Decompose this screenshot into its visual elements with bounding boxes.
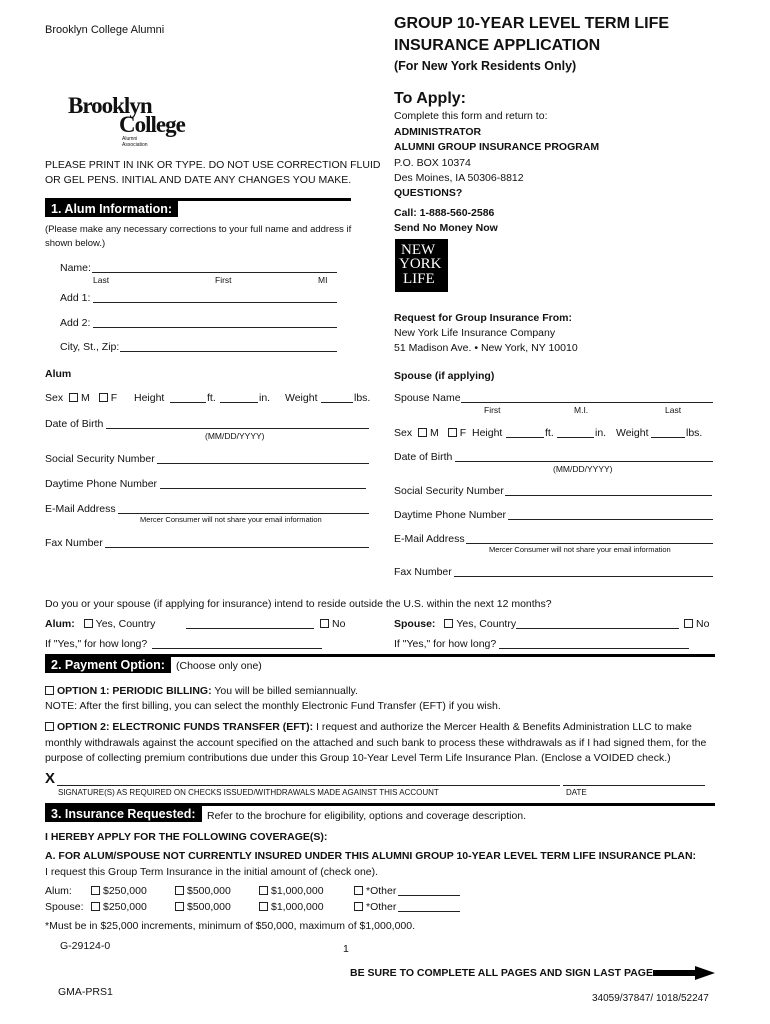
spouse-dob-format: (MM/DD/YYYY) [553, 464, 613, 474]
spouse-ssn-label: Social Security Number [394, 485, 504, 497]
spouse-phone-label: Daytime Phone Number [394, 509, 507, 521]
coverage-spouse-label: Spouse: [45, 901, 84, 913]
to-apply-line: P.O. BOX 10374 [394, 157, 471, 169]
spouse-how-long-field[interactable] [499, 638, 689, 649]
alum-country-field[interactable] [186, 618, 314, 629]
sex-m-label: M [81, 392, 90, 404]
option2-text-line2: monthly withdrawals against the account specified on the attached and such bank to process these withdrawals as if I had signed them, for the [45, 737, 707, 749]
signature-x: X [45, 770, 56, 787]
sex-label: Sex [394, 427, 413, 439]
alum-250k-checkbox[interactable] [91, 886, 100, 895]
spouse-heading: Spouse (if applying) [394, 370, 495, 382]
section1-note: (Please make any necessary corrections to your full name and address if [45, 224, 352, 235]
spouse-name-field[interactable] [461, 392, 713, 403]
yes-country-label: Yes, Country [456, 618, 517, 630]
logo-tag-alumni: Alumni [122, 136, 138, 142]
alum-how-long-field[interactable] [152, 638, 322, 649]
city-label: City, St., Zip: [60, 341, 120, 353]
page-number: 1 [343, 943, 349, 955]
instruction-line-2: OR GEL PENS. INITIAL AND DATE ANY CHANGES YOU MAKE. [45, 174, 352, 186]
section3-heading: 3. Insurance Requested: [45, 806, 202, 822]
spouse-sex-row [394, 427, 466, 439]
spouse-sex-f-checkbox[interactable] [448, 428, 457, 437]
spouse-email-field[interactable] [466, 533, 713, 544]
amount-label: *Other [366, 885, 397, 897]
to-apply-heading: To Apply: [394, 90, 466, 107]
weight-label: Weight [285, 392, 318, 404]
option2-text: I request and authorize the Mercer Health & Benefits Administration LLC to make [316, 721, 692, 733]
in-label: in. [259, 392, 271, 404]
dob-label: Date of Birth [45, 418, 104, 430]
coverage-option [354, 885, 396, 897]
spouse-other-field[interactable] [398, 901, 460, 912]
phone-number: Call: 1-888-560-2586 [394, 207, 495, 219]
spouse-email-label: E-Mail Address [394, 533, 465, 545]
name-sub-label: MI [318, 275, 328, 285]
spouse-name-label: Spouse Name [394, 392, 461, 404]
alum-other-field[interactable] [398, 885, 460, 896]
dob-field[interactable] [106, 418, 369, 429]
section2-choose: (Choose only one) [176, 660, 262, 672]
amount-label: $500,000 [187, 885, 231, 897]
spouse-other-checkbox[interactable] [354, 902, 363, 911]
spouse-yes-checkbox[interactable] [444, 619, 453, 628]
spouse-email-note: Mercer Consumer will not share your email information [489, 545, 671, 554]
new-york-life-logo [395, 239, 448, 292]
coverage-option [259, 901, 324, 913]
sex-m-label: M [430, 427, 439, 439]
be-sure-notice: BE SURE TO COMPLETE ALL PAGES AND SIGN LAST PAGE [350, 967, 653, 979]
amount-label: $1,000,000 [271, 901, 324, 913]
alum-how-long-label: If "Yes," for how long? [45, 638, 148, 650]
outside-us-question: Do you or your spouse (if applying for insurance) intend to reside outside the U.S. within the next 12 months? [45, 598, 552, 610]
signature-field[interactable] [57, 775, 560, 786]
payment-note: NOTE: After the first billing, you can select the monthly Electronic Fund Transfer (EFT) if you wish. [45, 700, 501, 712]
ft-label: ft. [207, 392, 216, 404]
section1-heading: 1. Alum Information: [45, 201, 178, 217]
ssn-label: Social Security Number [45, 453, 155, 465]
spouse-no-checkbox[interactable] [684, 619, 693, 628]
name-field[interactable] [92, 262, 337, 273]
no-label: No [332, 618, 346, 630]
form-title-line2: INSURANCE APPLICATION [394, 37, 601, 54]
spouse-name-sub: M.I. [574, 405, 589, 415]
email-note: Mercer Consumer will not share your email information [140, 515, 322, 524]
spouse-fax-label: Fax Number [394, 566, 452, 578]
phone-label: Daytime Phone Number [45, 478, 158, 490]
coverage-option [175, 901, 231, 913]
amount-label: $250,000 [103, 901, 147, 913]
spouse-dob-label: Date of Birth [394, 451, 453, 463]
coverage-option [91, 901, 147, 913]
ft-label: ft. [545, 427, 554, 439]
date-label: DATE [566, 788, 587, 797]
alum-500k-checkbox[interactable] [175, 886, 184, 895]
to-apply-line: Complete this form and return to: [394, 110, 548, 122]
add2-label: Add 2: [60, 317, 91, 329]
spouse-phone-field[interactable] [508, 509, 713, 520]
form-number: G-29124-0 [60, 940, 111, 952]
nyl-word: YORK [399, 256, 442, 272]
spouse-1m-checkbox[interactable] [259, 902, 268, 911]
weight-field[interactable] [321, 392, 353, 403]
ssn-field[interactable] [157, 453, 369, 464]
spouse-250k-checkbox[interactable] [91, 902, 100, 911]
lbs-label: lbs. [354, 392, 371, 404]
coverage-option [175, 885, 231, 897]
spouse-height-in-field[interactable] [557, 427, 594, 438]
sex-m-checkbox[interactable] [69, 393, 78, 402]
option1-title: OPTION 1: PERIODIC BILLING: [57, 685, 212, 697]
amount-label: $250,000 [103, 885, 147, 897]
lbs-label: lbs. [686, 427, 703, 439]
yes-country-label: Yes, Country [95, 618, 156, 630]
add1-field[interactable] [93, 292, 337, 303]
signature-date-field[interactable] [563, 775, 705, 786]
add2-field[interactable] [93, 317, 337, 328]
height-label: Height [134, 392, 165, 404]
height-label: Height [472, 427, 503, 439]
spouse-outside-row [394, 618, 516, 630]
alum-no-option [320, 618, 345, 630]
plan-a-heading: A. FOR ALUM/SPOUSE NOT CURRENTLY INSURED UNDER THIS ALUMNI GROUP 10-YEAR LEVEL TERM LIFE INSURANCE PLAN: [45, 850, 697, 862]
request-line2: 51 Madison Ave. • New York, NY 10010 [394, 342, 578, 354]
add1-label: Add 1: [60, 292, 91, 304]
brooklyn-college-logo [66, 93, 186, 149]
alum-outside-label: Alum: [45, 618, 75, 630]
no-label: No [696, 618, 710, 630]
to-apply-line: ADMINISTRATOR [394, 126, 482, 138]
alum-heading: Alum [45, 368, 72, 380]
section2-heading: 2. Payment Option: [45, 657, 171, 673]
alum-1m-checkbox[interactable] [259, 886, 268, 895]
logo-tag-association: Association [122, 142, 148, 148]
alum-sex-row [45, 392, 117, 404]
spouse-500k-checkbox[interactable] [175, 902, 184, 911]
form-title-line1: GROUP 10-YEAR LEVEL TERM LIFE [394, 15, 670, 32]
send-no-money: Send No Money Now [394, 222, 498, 234]
alum-other-checkbox[interactable] [354, 886, 363, 895]
spouse-no-option [684, 618, 709, 630]
fax-field[interactable] [105, 537, 369, 548]
sex-label: Sex [45, 392, 64, 404]
coverage-option [354, 901, 396, 913]
in-label: in. [595, 427, 607, 439]
nyl-word: NEW [401, 242, 436, 258]
spouse-dob-field[interactable] [455, 451, 713, 462]
option1-row [45, 685, 358, 697]
spouse-fax-field[interactable] [454, 566, 713, 577]
spouse-country-field[interactable] [516, 618, 679, 629]
alum-yes-checkbox[interactable] [84, 619, 93, 628]
request-line1: New York Life Insurance Company [394, 327, 556, 339]
spouse-sex-m-checkbox[interactable] [418, 428, 427, 437]
spouse-name-sub: Last [665, 405, 682, 415]
spouse-ssn-field[interactable] [505, 485, 712, 496]
name-sub-label: Last [93, 275, 110, 285]
gma-code: GMA-PRS1 [58, 986, 113, 998]
spouse-weight-field[interactable] [651, 427, 685, 438]
coverage-alum-label: Alum: [45, 885, 72, 897]
to-apply-line: Des Moines, IA 50306-8812 [394, 172, 524, 184]
instruction-line-1: PLEASE PRINT IN INK OR TYPE. DO NOT USE CORRECTION FLUID [45, 159, 381, 171]
weight-label: Weight [616, 427, 649, 439]
logo-word-college: College [119, 112, 185, 137]
amount-label: $1,000,000 [271, 885, 324, 897]
name-label: Name: [60, 262, 91, 274]
spouse-outside-label: Spouse: [394, 618, 436, 630]
height-ft-field[interactable] [170, 392, 206, 403]
alum-outside-row [45, 618, 155, 630]
coverage-option [259, 885, 324, 897]
logo-word-brooklyn: Brooklyn [68, 93, 152, 118]
nyl-word: LIFE [403, 271, 435, 287]
dob-format: (MM/DD/YYYY) [205, 431, 265, 441]
option2-checkbox[interactable] [45, 722, 54, 731]
form-subtitle: (For New York Residents Only) [394, 59, 577, 73]
option2-row [45, 721, 692, 733]
option1-text: You will be billed semiannually. [214, 685, 358, 697]
phone-field[interactable] [160, 478, 366, 489]
email-label: E-Mail Address [45, 503, 116, 515]
request-heading: Request for Group Insurance From: [394, 312, 572, 324]
signature-label: SIGNATURE(S) AS REQUIRED ON CHECKS ISSUED/WITHDRAWALS MADE AGAINST THIS ACCOUNT [58, 788, 439, 797]
org-name: Brooklyn College Alumni [45, 24, 165, 36]
height-in-field[interactable] [220, 392, 258, 403]
document-code: 34059/37847/ 1018/52247 [592, 993, 709, 1004]
option1-checkbox[interactable] [45, 686, 54, 695]
option2-title: OPTION 2: ELECTRONIC FUNDS TRANSFER (EFT): [57, 721, 314, 733]
section1-note: shown below.) [45, 238, 106, 249]
apply-heading: I HEREBY APPLY FOR THE FOLLOWING COVERAGE(S): [45, 831, 328, 843]
amount-label: $500,000 [187, 901, 231, 913]
spouse-height-ft-field[interactable] [506, 427, 544, 438]
option2-text-line3: purpose of collecting premium contributions due under this Group 10-Year Level Term Life Insurance Plan. (Enclose a VOIDED check.) [45, 752, 671, 764]
sex-f-checkbox[interactable] [99, 393, 108, 402]
increment-note: *Must be in $25,000 increments, minimum of $50,000, maximum of $1,000,000. [45, 920, 416, 932]
to-apply-line: ALUMNI GROUP INSURANCE PROGRAM [394, 141, 600, 153]
name-sub-label: First [215, 275, 232, 285]
city-field[interactable] [120, 341, 337, 352]
sex-f-label: F [110, 392, 118, 404]
request-line: I request this Group Term Insurance in the initial amount of (check one). [45, 866, 379, 878]
amount-label: *Other [366, 901, 397, 913]
to-apply-line: QUESTIONS? [394, 187, 463, 199]
sex-f-label: F [459, 427, 467, 439]
alum-no-checkbox[interactable] [320, 619, 329, 628]
spouse-how-long-label: If "Yes," for how long? [394, 638, 497, 650]
spouse-name-sub: First [484, 405, 501, 415]
fax-label: Fax Number [45, 537, 103, 549]
arrow-right-icon [653, 966, 715, 983]
email-field[interactable] [118, 503, 369, 514]
coverage-option [91, 885, 147, 897]
section3-refer: Refer to the brochure for eligibility, options and coverage description. [207, 810, 527, 822]
